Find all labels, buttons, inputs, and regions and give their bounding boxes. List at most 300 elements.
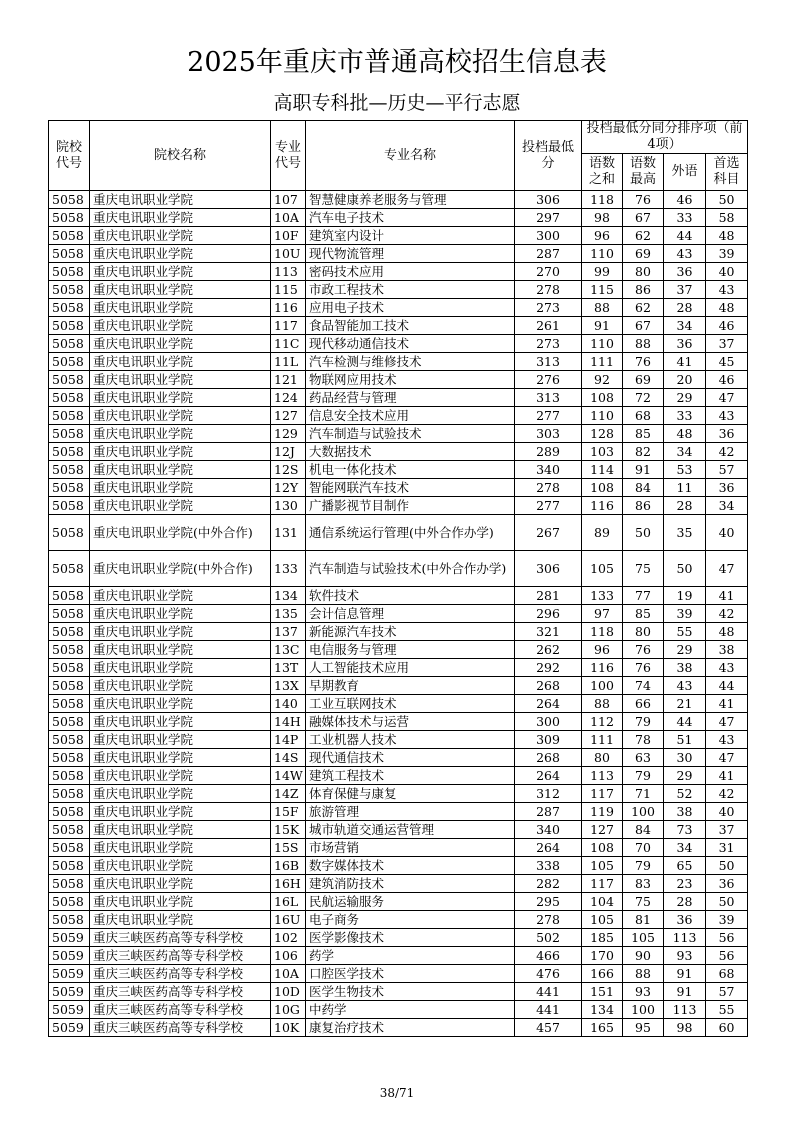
cell-first-subject: 60: [706, 1019, 748, 1037]
cell-chinese-math-max: 78: [623, 731, 664, 749]
cell-first-subject: 31: [706, 839, 748, 857]
cell-foreign-lang: 38: [664, 803, 706, 821]
table-row: [49, 497, 748, 515]
cell-major-name: 电子商务: [306, 911, 515, 929]
cell-min-score: 296: [515, 605, 582, 623]
cell-first-subject: 42: [706, 605, 748, 623]
table-row: [49, 821, 748, 839]
table-row: [49, 983, 748, 1001]
cell-foreign-lang: 34: [664, 443, 706, 461]
page-number: 38/71: [379, 1086, 415, 1100]
cell-school-code: 5058: [49, 461, 90, 479]
cell-major-name: 智慧健康养老服务与管理: [306, 191, 515, 209]
cell-school-code: 5058: [49, 857, 90, 875]
cell-chinese-math-sum: 133: [582, 587, 623, 605]
cell-first-subject: 50: [706, 857, 748, 875]
cell-foreign-lang: 113: [664, 1001, 706, 1019]
cell-school-code: 5058: [49, 785, 90, 803]
cell-major-name: 智能网联汽车技术: [306, 479, 515, 497]
cell-major-code: 115: [271, 281, 306, 299]
cell-first-subject: 46: [706, 317, 748, 335]
cell-chinese-math-sum: 104: [582, 893, 623, 911]
cell-first-subject: 42: [706, 443, 748, 461]
cell-chinese-math-max: 76: [623, 659, 664, 677]
cell-chinese-math-sum: 151: [582, 983, 623, 1001]
cell-major-code: 10D: [271, 983, 306, 1001]
cell-foreign-lang: 35: [664, 515, 706, 551]
cell-chinese-math-max: 68: [623, 407, 664, 425]
cell-chinese-math-max: 100: [623, 1001, 664, 1019]
table-row: [49, 713, 748, 731]
cell-chinese-math-sum: 97: [582, 605, 623, 623]
cell-school-code: 5058: [49, 605, 90, 623]
table-body: [49, 191, 748, 1037]
cell-school-name: 重庆电讯职业学院: [90, 677, 271, 695]
cell-major-code: 116: [271, 299, 306, 317]
cell-major-name: 体育保健与康复: [306, 785, 515, 803]
table-row: [49, 965, 748, 983]
cell-school-code: 5058: [49, 767, 90, 785]
cell-min-score: 338: [515, 857, 582, 875]
cell-min-score: 312: [515, 785, 582, 803]
cell-major-code: 10A: [271, 209, 306, 227]
cell-school-code: 5059: [49, 929, 90, 947]
cell-school-name: 重庆电讯职业学院: [90, 749, 271, 767]
cell-school-name: 重庆电讯职业学院: [90, 785, 271, 803]
table-row: [49, 353, 748, 371]
cell-major-name: 软件技术: [306, 587, 515, 605]
table-row: [49, 857, 748, 875]
cell-major-name: 建筑消防技术: [306, 875, 515, 893]
cell-chinese-math-max: 71: [623, 785, 664, 803]
cell-foreign-lang: 11: [664, 479, 706, 497]
cell-min-score: 282: [515, 875, 582, 893]
cell-min-score: 264: [515, 695, 582, 713]
cell-chinese-math-max: 69: [623, 245, 664, 263]
cell-chinese-math-max: 90: [623, 947, 664, 965]
cell-school-code: 5058: [49, 551, 90, 587]
cell-chinese-math-sum: 103: [582, 443, 623, 461]
cell-school-name: 重庆电讯职业学院: [90, 623, 271, 641]
cell-chinese-math-sum: 117: [582, 875, 623, 893]
cell-foreign-lang: 51: [664, 731, 706, 749]
cell-chinese-math-max: 75: [623, 893, 664, 911]
cell-min-score: 306: [515, 551, 582, 587]
cell-first-subject: 50: [706, 893, 748, 911]
cell-first-subject: 39: [706, 245, 748, 263]
cell-foreign-lang: 39: [664, 605, 706, 623]
cell-major-name: 汽车制造与试验技术: [306, 425, 515, 443]
cell-foreign-lang: 21: [664, 695, 706, 713]
table-row: [49, 209, 748, 227]
cell-chinese-math-max: 77: [623, 587, 664, 605]
cell-chinese-math-sum: 118: [582, 623, 623, 641]
cell-major-name: 会计信息管理: [306, 605, 515, 623]
cell-school-name: 重庆三峡医药高等专科学校: [90, 983, 271, 1001]
cell-chinese-math-max: 66: [623, 695, 664, 713]
cell-school-code: 5058: [49, 515, 90, 551]
cell-school-name: 重庆电讯职业学院: [90, 587, 271, 605]
cell-major-name: 广播影视节目制作: [306, 497, 515, 515]
cell-chinese-math-sum: 96: [582, 641, 623, 659]
cell-major-code: 131: [271, 515, 306, 551]
cell-major-code: 14S: [271, 749, 306, 767]
cell-school-name: 重庆电讯职业学院: [90, 227, 271, 245]
cell-chinese-math-max: 95: [623, 1019, 664, 1037]
cell-major-code: 16L: [271, 893, 306, 911]
cell-first-subject: 48: [706, 299, 748, 317]
cell-chinese-math-max: 79: [623, 713, 664, 731]
cell-first-subject: 36: [706, 425, 748, 443]
cell-chinese-math-sum: 99: [582, 263, 623, 281]
cell-chinese-math-max: 67: [623, 317, 664, 335]
cell-school-name: 重庆电讯职业学院: [90, 263, 271, 281]
cell-min-score: 300: [515, 713, 582, 731]
cell-major-code: 102: [271, 929, 306, 947]
table-row: [49, 317, 748, 335]
cell-major-code: 12S: [271, 461, 306, 479]
cell-min-score: 278: [515, 479, 582, 497]
cell-foreign-lang: 34: [664, 839, 706, 857]
cell-major-code: 113: [271, 263, 306, 281]
cell-chinese-math-sum: 91: [582, 317, 623, 335]
cell-foreign-lang: 43: [664, 677, 706, 695]
cell-major-code: 12Y: [271, 479, 306, 497]
table-row: [49, 677, 748, 695]
cell-major-name: 市场营销: [306, 839, 515, 857]
cell-first-subject: 43: [706, 281, 748, 299]
cell-major-code: 133: [271, 551, 306, 587]
cell-major-name: 汽车电子技术: [306, 209, 515, 227]
cell-school-name: 重庆电讯职业学院: [90, 911, 271, 929]
cell-school-code: 5058: [49, 803, 90, 821]
cell-chinese-math-max: 79: [623, 857, 664, 875]
cell-major-name: 现代移动通信技术: [306, 335, 515, 353]
cell-major-name: 口腔医学技术: [306, 965, 515, 983]
cell-first-subject: 43: [706, 731, 748, 749]
cell-min-score: 273: [515, 299, 582, 317]
cell-chinese-math-sum: 105: [582, 911, 623, 929]
cell-min-score: 340: [515, 821, 582, 839]
cell-foreign-lang: 53: [664, 461, 706, 479]
cell-chinese-math-max: 69: [623, 371, 664, 389]
cell-school-code: 5058: [49, 209, 90, 227]
table-row: [49, 749, 748, 767]
cell-major-name: 融媒体技术与运营: [306, 713, 515, 731]
cell-school-name: 重庆电讯职业学院: [90, 731, 271, 749]
cell-foreign-lang: 29: [664, 389, 706, 407]
cell-min-score: 292: [515, 659, 582, 677]
table-row: [49, 227, 748, 245]
cell-school-name: 重庆电讯职业学院: [90, 857, 271, 875]
cell-foreign-lang: 48: [664, 425, 706, 443]
cell-school-code: 5058: [49, 191, 90, 209]
cell-school-code: 5058: [49, 659, 90, 677]
cell-chinese-math-sum: 165: [582, 1019, 623, 1037]
cell-chinese-math-max: 67: [623, 209, 664, 227]
cell-min-score: 264: [515, 767, 582, 785]
cell-school-name: 重庆电讯职业学院: [90, 479, 271, 497]
cell-major-code: 10G: [271, 1001, 306, 1019]
table-row: [49, 893, 748, 911]
table-row: [49, 587, 748, 605]
table-row: [49, 515, 748, 551]
cell-chinese-math-sum: 119: [582, 803, 623, 821]
cell-min-score: 270: [515, 263, 582, 281]
cell-major-code: 13T: [271, 659, 306, 677]
cell-first-subject: 40: [706, 515, 748, 551]
cell-chinese-math-max: 76: [623, 191, 664, 209]
cell-school-code: 5058: [49, 893, 90, 911]
header-first-subject: 首选科目: [706, 154, 748, 191]
cell-major-name: 信息安全技术应用: [306, 407, 515, 425]
table-row: [49, 551, 748, 587]
cell-school-name: 重庆电讯职业学院: [90, 875, 271, 893]
table-row: [49, 299, 748, 317]
cell-first-subject: 38: [706, 641, 748, 659]
header-school-code: 院校代号: [49, 121, 90, 191]
cell-min-score: 313: [515, 353, 582, 371]
cell-chinese-math-sum: 108: [582, 839, 623, 857]
cell-first-subject: 56: [706, 929, 748, 947]
cell-foreign-lang: 55: [664, 623, 706, 641]
cell-school-code: 5058: [49, 245, 90, 263]
table-row: [49, 281, 748, 299]
cell-school-code: 5058: [49, 695, 90, 713]
cell-first-subject: 50: [706, 191, 748, 209]
cell-school-name: 重庆电讯职业学院: [90, 425, 271, 443]
cell-major-code: 10F: [271, 227, 306, 245]
cell-chinese-math-max: 105: [623, 929, 664, 947]
cell-school-name: 重庆电讯职业学院(中外合作): [90, 515, 271, 551]
cell-major-name: 药学: [306, 947, 515, 965]
cell-min-score: 277: [515, 407, 582, 425]
cell-school-code: 5058: [49, 497, 90, 515]
cell-chinese-math-max: 63: [623, 749, 664, 767]
cell-first-subject: 36: [706, 479, 748, 497]
cell-first-subject: 43: [706, 407, 748, 425]
cell-foreign-lang: 91: [664, 965, 706, 983]
cell-school-name: 重庆电讯职业学院: [90, 245, 271, 263]
cell-school-name: 重庆电讯职业学院: [90, 497, 271, 515]
cell-foreign-lang: 28: [664, 893, 706, 911]
cell-major-code: 107: [271, 191, 306, 209]
cell-school-name: 重庆电讯职业学院: [90, 767, 271, 785]
cell-school-code: 5058: [49, 227, 90, 245]
table-row: [49, 407, 748, 425]
table-row: [49, 911, 748, 929]
cell-school-name: 重庆电讯职业学院: [90, 605, 271, 623]
cell-chinese-math-sum: 108: [582, 479, 623, 497]
cell-chinese-math-sum: 170: [582, 947, 623, 965]
cell-major-code: 14H: [271, 713, 306, 731]
header-chinese-math-sum: 语数之和: [582, 154, 623, 191]
cell-school-name: 重庆电讯职业学院: [90, 659, 271, 677]
cell-first-subject: 47: [706, 551, 748, 587]
cell-min-score: 457: [515, 1019, 582, 1037]
cell-major-code: 15S: [271, 839, 306, 857]
cell-school-code: 5058: [49, 479, 90, 497]
cell-min-score: 278: [515, 281, 582, 299]
cell-major-code: 14W: [271, 767, 306, 785]
table-row: [49, 803, 748, 821]
cell-school-code: 5058: [49, 281, 90, 299]
cell-chinese-math-sum: 127: [582, 821, 623, 839]
cell-first-subject: 42: [706, 785, 748, 803]
cell-min-score: 476: [515, 965, 582, 983]
cell-school-name: 重庆电讯职业学院: [90, 317, 271, 335]
cell-chinese-math-sum: 88: [582, 299, 623, 317]
cell-first-subject: 39: [706, 911, 748, 929]
cell-chinese-math-sum: 113: [582, 767, 623, 785]
cell-major-name: 建筑室内设计: [306, 227, 515, 245]
cell-school-code: 5058: [49, 677, 90, 695]
cell-chinese-math-sum: 116: [582, 497, 623, 515]
cell-school-name: 重庆电讯职业学院: [90, 281, 271, 299]
cell-major-code: 13X: [271, 677, 306, 695]
header-major-name: 专业名称: [306, 121, 515, 191]
cell-major-name: 早期教育: [306, 677, 515, 695]
cell-major-code: 134: [271, 587, 306, 605]
cell-min-score: 466: [515, 947, 582, 965]
cell-chinese-math-sum: 166: [582, 965, 623, 983]
cell-first-subject: 43: [706, 659, 748, 677]
cell-chinese-math-sum: 105: [582, 857, 623, 875]
cell-school-code: 5058: [49, 623, 90, 641]
cell-chinese-math-sum: 111: [582, 731, 623, 749]
cell-school-name: 重庆电讯职业学院: [90, 371, 271, 389]
cell-foreign-lang: 91: [664, 983, 706, 1001]
cell-school-code: 5058: [49, 911, 90, 929]
cell-min-score: 268: [515, 677, 582, 695]
cell-foreign-lang: 28: [664, 299, 706, 317]
cell-major-name: 医学生物技术: [306, 983, 515, 1001]
table-row: [49, 389, 748, 407]
cell-major-code: 137: [271, 623, 306, 641]
cell-major-name: 应用电子技术: [306, 299, 515, 317]
table-row: [49, 731, 748, 749]
cell-chinese-math-sum: 100: [582, 677, 623, 695]
cell-first-subject: 41: [706, 587, 748, 605]
cell-first-subject: 47: [706, 749, 748, 767]
cell-school-code: 5059: [49, 983, 90, 1001]
cell-major-code: 16B: [271, 857, 306, 875]
cell-min-score: 278: [515, 911, 582, 929]
cell-major-name: 新能源汽车技术: [306, 623, 515, 641]
cell-first-subject: 57: [706, 983, 748, 1001]
cell-chinese-math-max: 76: [623, 641, 664, 659]
cell-school-name: 重庆电讯职业学院: [90, 353, 271, 371]
cell-major-name: 现代通信技术: [306, 749, 515, 767]
cell-major-code: 130: [271, 497, 306, 515]
cell-major-code: 14Z: [271, 785, 306, 803]
table-row: [49, 659, 748, 677]
table-row: [49, 767, 748, 785]
cell-major-code: 10K: [271, 1019, 306, 1037]
cell-major-code: 124: [271, 389, 306, 407]
cell-major-name: 医学影像技术: [306, 929, 515, 947]
cell-chinese-math-max: 85: [623, 425, 664, 443]
cell-foreign-lang: 28: [664, 497, 706, 515]
cell-min-score: 441: [515, 1001, 582, 1019]
cell-first-subject: 40: [706, 263, 748, 281]
cell-school-code: 5059: [49, 1019, 90, 1037]
cell-min-score: 441: [515, 983, 582, 1001]
cell-chinese-math-sum: 108: [582, 389, 623, 407]
table-row: [49, 1019, 748, 1037]
table-row: [49, 641, 748, 659]
cell-school-name: 重庆电讯职业学院: [90, 713, 271, 731]
cell-school-name: 重庆电讯职业学院: [90, 191, 271, 209]
cell-school-code: 5058: [49, 641, 90, 659]
cell-chinese-math-max: 82: [623, 443, 664, 461]
cell-school-name: 重庆电讯职业学院: [90, 299, 271, 317]
table-row: [49, 245, 748, 263]
cell-foreign-lang: 93: [664, 947, 706, 965]
cell-school-code: 5058: [49, 407, 90, 425]
cell-chinese-math-sum: 89: [582, 515, 623, 551]
cell-foreign-lang: 41: [664, 353, 706, 371]
header-foreign-lang: 外语: [664, 154, 706, 191]
table-row: [49, 461, 748, 479]
cell-school-code: 5058: [49, 317, 90, 335]
cell-chinese-math-max: 91: [623, 461, 664, 479]
header-min-score: 投档最低分: [515, 121, 582, 191]
cell-min-score: 268: [515, 749, 582, 767]
cell-major-code: 16U: [271, 911, 306, 929]
cell-first-subject: 44: [706, 677, 748, 695]
cell-foreign-lang: 50: [664, 551, 706, 587]
table-row: [49, 479, 748, 497]
cell-major-name: 物联网应用技术: [306, 371, 515, 389]
cell-min-score: 313: [515, 389, 582, 407]
cell-foreign-lang: 43: [664, 245, 706, 263]
cell-chinese-math-sum: 134: [582, 1001, 623, 1019]
table-row: [49, 605, 748, 623]
cell-chinese-math-max: 88: [623, 335, 664, 353]
cell-chinese-math-sum: 116: [582, 659, 623, 677]
cell-chinese-math-max: 81: [623, 911, 664, 929]
cell-min-score: 340: [515, 461, 582, 479]
table-row: [49, 425, 748, 443]
cell-min-score: 289: [515, 443, 582, 461]
cell-major-name: 康复治疗技术: [306, 1019, 515, 1037]
cell-chinese-math-sum: 115: [582, 281, 623, 299]
cell-first-subject: 55: [706, 1001, 748, 1019]
cell-chinese-math-sum: 96: [582, 227, 623, 245]
cell-major-name: 工业机器人技术: [306, 731, 515, 749]
cell-chinese-math-sum: 80: [582, 749, 623, 767]
cell-chinese-math-max: 80: [623, 623, 664, 641]
cell-min-score: 295: [515, 893, 582, 911]
cell-foreign-lang: 23: [664, 875, 706, 893]
cell-first-subject: 57: [706, 461, 748, 479]
cell-min-score: 321: [515, 623, 582, 641]
cell-major-name: 电信服务与管理: [306, 641, 515, 659]
cell-school-name: 重庆电讯职业学院: [90, 335, 271, 353]
cell-major-name: 市政工程技术: [306, 281, 515, 299]
cell-min-score: 300: [515, 227, 582, 245]
cell-foreign-lang: 52: [664, 785, 706, 803]
cell-school-code: 5058: [49, 875, 90, 893]
cell-school-code: 5058: [49, 731, 90, 749]
header-school-name: 院校名称: [90, 121, 271, 191]
cell-major-code: 11C: [271, 335, 306, 353]
table-row: [49, 785, 748, 803]
cell-first-subject: 41: [706, 695, 748, 713]
cell-chinese-math-sum: 92: [582, 371, 623, 389]
cell-school-code: 5058: [49, 587, 90, 605]
